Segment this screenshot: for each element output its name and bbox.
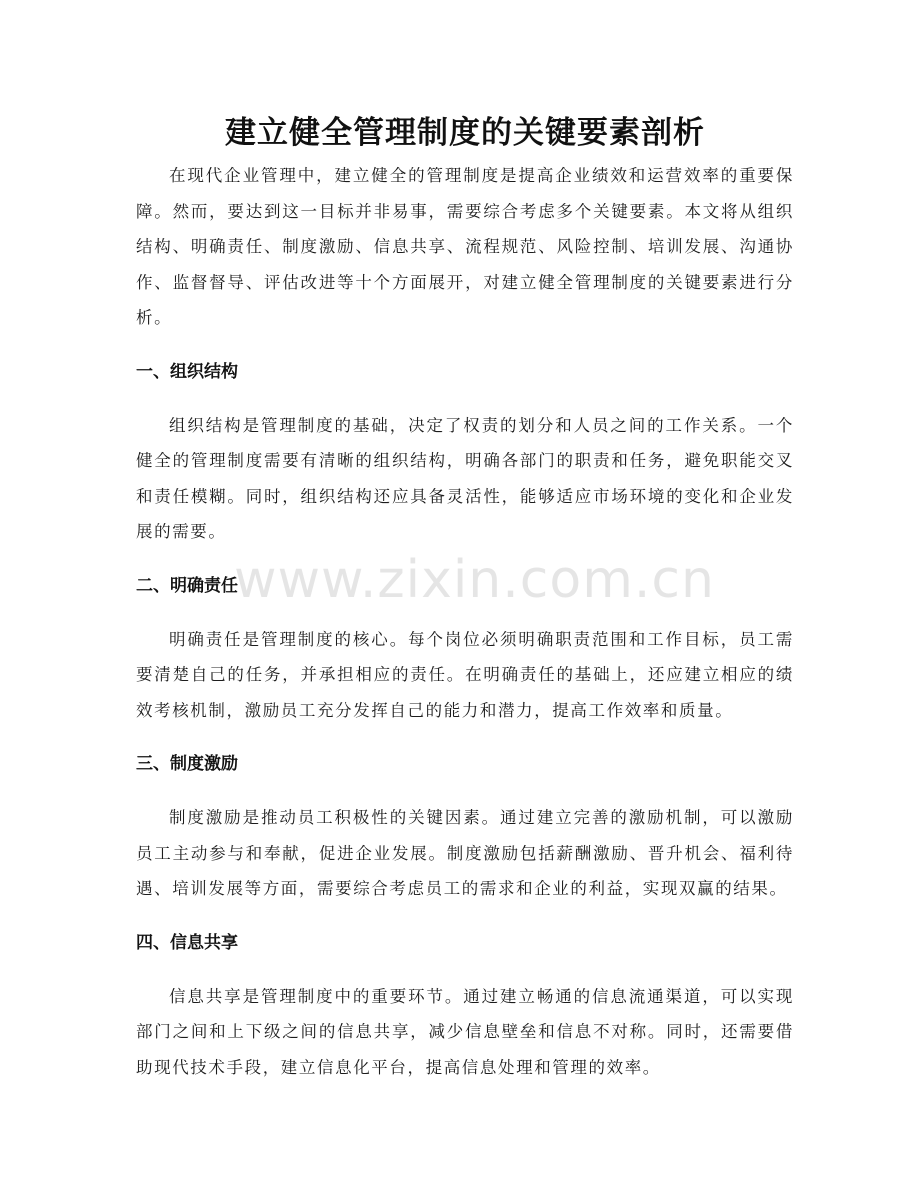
section-heading: 三、制度激励	[136, 754, 238, 774]
watermark-text: www.zixin.com.cn	[234, 550, 715, 610]
section-heading: 二、明确责任	[136, 575, 238, 596]
section-information-sharing	[136, 927, 794, 1086]
section-body: 信息共享是管理制度中的重要环节。通过建立畅通的信息流通渠道，可以实现部门之间和上下级之间的信息共享，减少信息壁垒和信息不对称。同时，还需要借助现代技术手段，建立信息化平台，提高信息处理和管理的效率。	[136, 986, 794, 1077]
section-heading: 一、组织结构	[136, 361, 238, 382]
section-body: 制度激励是推动员工积极性的关键因素。通过建立完善的激励机制，可以激励员工主动参与和奉献，促进企业发展。制度激励包括薪酬激励、晋升机会、福利待遇、培训发展等方面，需要综合考虑员工的需求和企业的利益，实现双赢的结果。	[136, 808, 794, 898]
section-clear-responsibility	[136, 570, 794, 729]
section-incentive-system	[136, 748, 794, 907]
section-body: 组织结构是管理制度的基础，决定了权责的划分和人员之间的工作关系。一个健全的管理制度需要有清晰的组织结构，明确各部门的职责和任务，避免职能交叉和责任模糊。同时，组织结构还应具备灵活性，能够适应市场环境的变化和企业发展的需要。	[136, 415, 794, 541]
document-title: 建立健全管理制度的关键要素剖析	[225, 115, 705, 151]
intro-paragraph: 在现代企业管理中，建立健全的管理制度是提高企业绩效和运营效率的重要保障。然而，要达到这一目标并非易事，需要综合考虑多个关键要素。本文将从组织结构、明确责任、制度激励、信息共享、流程规范、风险控制、培训发展、沟通协作、监督督导、评估改进等十个方面展开，对建立健全管理制度的关键要素进行分析。	[136, 166, 794, 327]
section-heading: 四、信息共享	[136, 932, 238, 953]
section-body: 明确责任是管理制度的核心。每个岗位必须明确职责范围和工作目标，员工需要清楚自己的任务，并承担相应的责任。在明确责任的基础上，还应建立相应的绩效考核机制，激励员工充分发挥自己的能力和潜力，提高工作效率和质量。	[136, 629, 794, 720]
section-organization-structure	[136, 356, 794, 550]
